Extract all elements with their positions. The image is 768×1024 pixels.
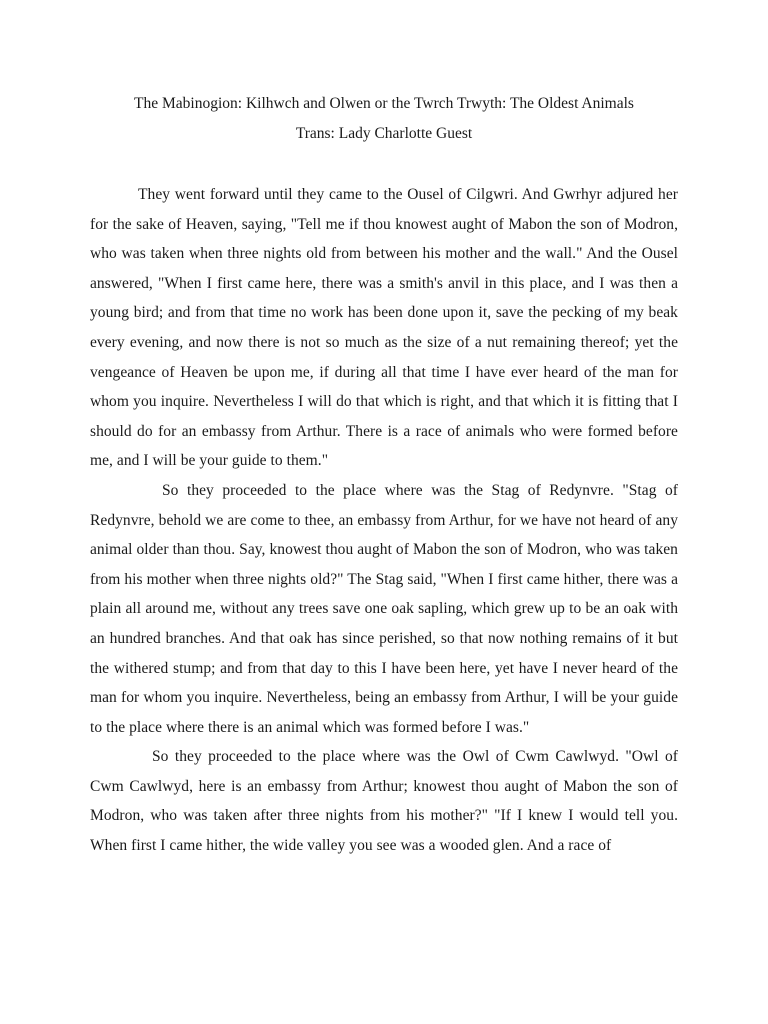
document-header xyxy=(90,89,678,149)
document-title: The Mabinogion: Kilhwch and Olwen or the Twrch Trwyth: The Oldest Animals xyxy=(134,95,634,112)
paragraph-owl: So they proceeded to the place where was the Owl of Cwm Cawlwyd. "Owl of Cwm Cawlwyd, here is an embassy from Arthur; knowest thou aught of Mabon the son of Modron, who was taken after three nights from his mother?" "If I knew I would tell you. When first I came hither, the wide valley you see was a wooded glen. And a race of xyxy=(90,748,678,855)
document-subtitle: Trans: Lady Charlotte Guest xyxy=(295,125,473,142)
paragraph-ousel: They went forward until they came to the Ousel of Cilgwri. And Gwrhyr adjured her for the sake of Heaven, saying, "Tell me if thou knowest aught of Mabon the son of Modron, who was taken when three nights old from between his mother and the wall." And the Ousel answered, "When I first came here, there was a smith's anvil in this place, and I was then a young bird; and from that time no work has been done upon it, save the pecking of my beak every evening, and now there is not so much as the size of a nut remaining thereof; yet the vengeance of Heaven be upon me, if during all that time I have ever heard of the man for whom you inquire. Nevertheless I will do that which is right, and that which it is fitting that I should do for an embassy from Arthur. There is a race of animals who were formed before me, and I will be your guide to them." xyxy=(90,186,678,470)
document-body xyxy=(90,180,678,861)
paragraph-stag: So they proceeded to the place where was the Stag of Redynvre. "Stag of Redynvre, behold we are come to thee, an embassy from Arthur, for we have not heard of any animal older than thou. Say, knowest thou aught of Mabon the son of Modron, who was taken from his mother when three nights old?" The Stag said, "When I first came hither, there was a plain all around me, without any trees save one oak sapling, which grew up to be an oak with an hundred branches. And that oak has since perished, so that now nothing remains of it but the withered stump; and from that day to this I have been here, yet have I never heard of the man for whom you inquire. Nevertheless, being an embassy from Arthur, I will be your guide to the place where there is an animal which was formed before I was." xyxy=(90,481,678,736)
